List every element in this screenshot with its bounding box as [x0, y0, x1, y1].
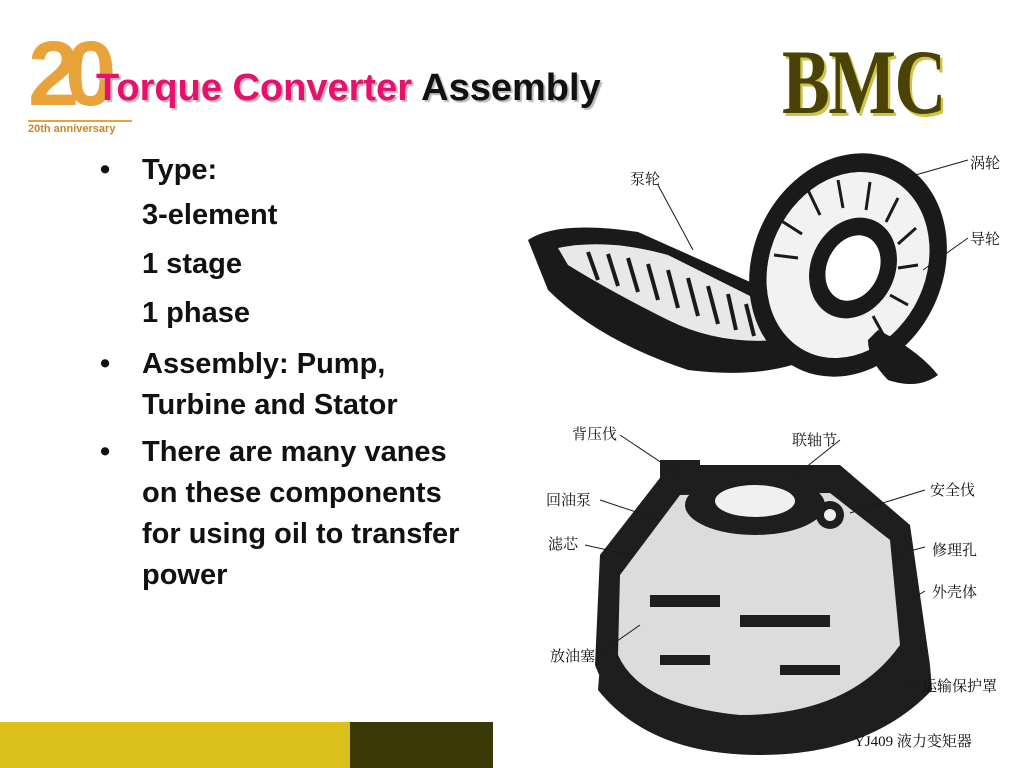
bullet-list [100, 150, 480, 596]
bullet-text: Assembly: Pump, Turbine and Stator [142, 348, 398, 421]
footer-bar-yellow [0, 722, 350, 768]
sub-item: 1 phase [142, 297, 250, 329]
logo-caption: 20th anniversary [28, 120, 132, 135]
slide-title [96, 64, 601, 112]
torque-converter-cutaway-figure [518, 140, 1018, 395]
sub-item: 1 stage [142, 248, 242, 280]
bullet-text: Type: [142, 154, 218, 186]
figure-caption: YJ409 液力变矩器 [854, 734, 972, 750]
footer-bar-dark [350, 722, 493, 768]
label-housing: 外壳体 [932, 583, 978, 601]
label-coupling: 联轴节 [792, 431, 838, 449]
housing-drawing [595, 460, 932, 755]
label-safety-valve: 安全伐 [930, 481, 976, 499]
title-rest: Assembly [412, 67, 601, 109]
label-back-pressure-valve: 背压伐 [572, 425, 618, 443]
label-return-pump: 回油泵 [546, 491, 592, 509]
label-turbine: 涡轮 [970, 154, 1001, 172]
bullet-icon: • [100, 348, 111, 380]
sub-item: 3-element [142, 199, 278, 231]
title-highlight: Torque Converter [96, 67, 413, 109]
label-service-hole: 修理孔 [932, 541, 978, 559]
brand-logo: BMC [782, 31, 945, 133]
bullet-item [100, 150, 480, 191]
bullet-item [100, 344, 480, 426]
cutaway-illustration [518, 140, 1018, 395]
torque-converter-assembly-figure [540, 415, 1024, 760]
bullet-icon: • [100, 436, 111, 468]
label-drain-plug: 放油塞 [550, 647, 596, 665]
bullet-icon: • [100, 154, 111, 186]
label-pump: 泵轮 [630, 170, 661, 188]
label-transport-cover: 运输保护罩 [922, 677, 998, 695]
logo-digits: 20 [28, 23, 103, 125]
bullet-text: There are many vanes on these components for using oil to transfer power [142, 436, 460, 591]
label-stator: 导轮 [970, 230, 1001, 248]
label-filter: 滤芯 [548, 535, 579, 553]
bullet-item [100, 432, 480, 596]
